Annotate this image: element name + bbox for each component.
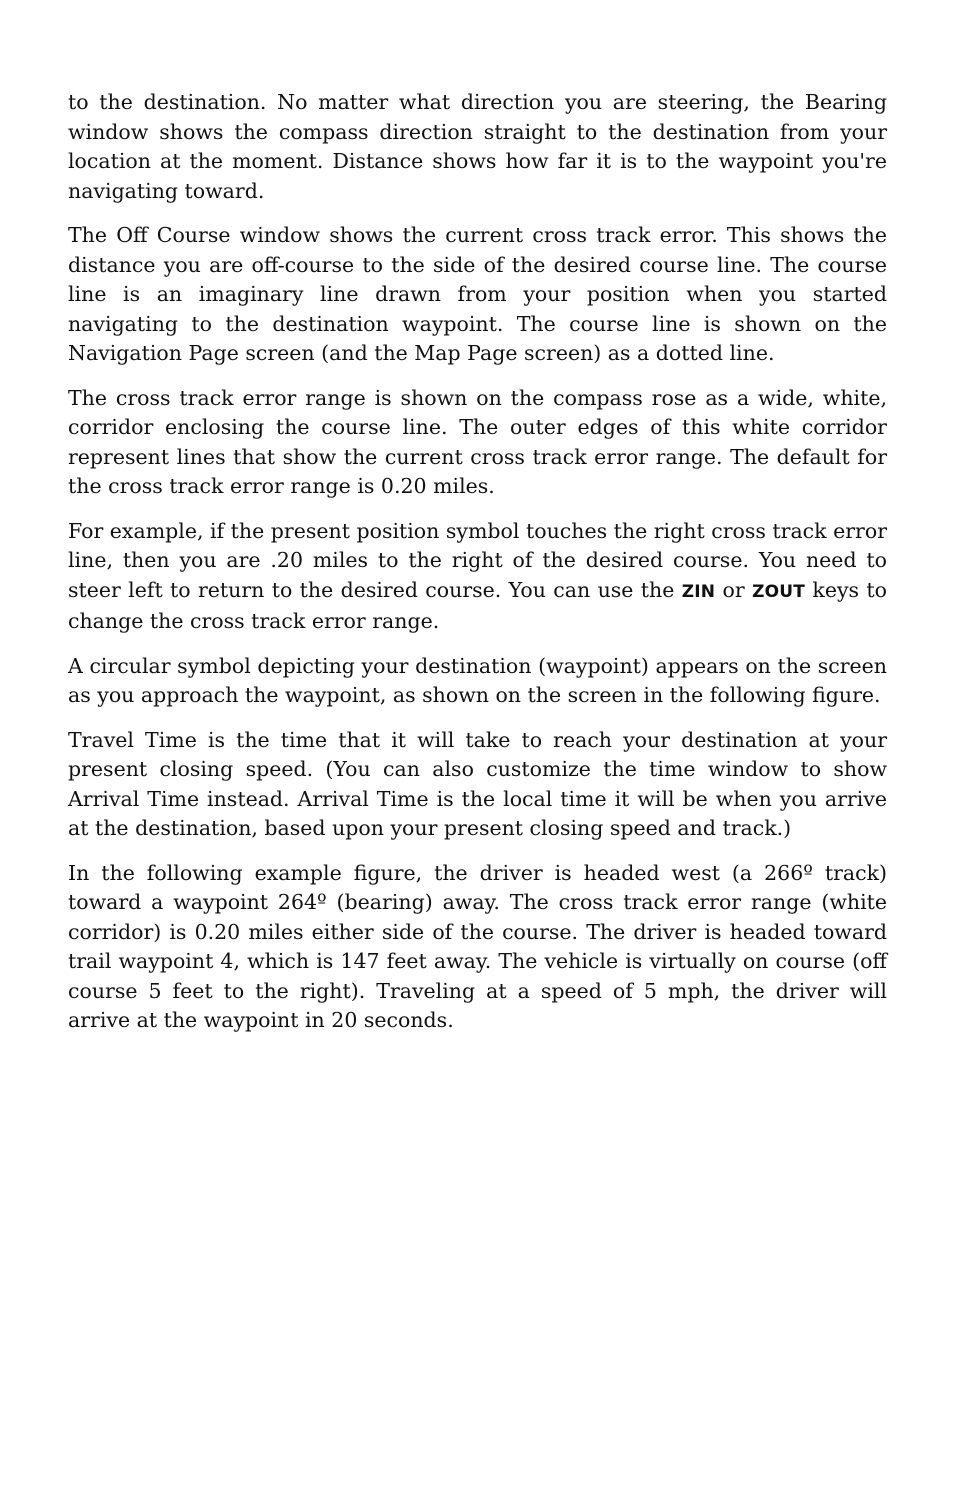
paragraph-bearing-distance: to the destination. No matter what direction you are steering, the Bearing window shows the compass direction straight to the destination from your location at the moment. Distance shows how far it is to the waypoint you're navigating toward. [68, 90, 887, 203]
paragraph-text-segment: For example, if the present position symbol touches the right cross track error line, then you are .20 miles to the right of the desired course. You need to steer left to return to the desired course. You can use the [68, 518, 887, 602]
document-page [68, 88, 887, 1051]
zin-key-label: ZIN [681, 581, 716, 602]
paragraph-off-course: The Off Course window shows the current cross track error. This shows the distance you are off-course to the side of the desired course line. The course line is an imaginary line drawn from your position when you started navigating to the destination waypoint. The course line is shown on the Navigation Page screen (and the Map Page screen) as a dotted line. [68, 223, 887, 365]
paragraph-cross-track-range: The cross track error range is shown on the compass rose as a wide, white, corridor enclosing the course line. The outer edges of this white corridor represent lines that show the current cross track error range. The default for the cross track error range is 0.20 miles. [68, 385, 887, 498]
paragraph-travel-time: Travel Time is the time that it will take to reach your destination at your present closing speed. (You can also customize the time window to show Arrival Time instead. Arrival Time is the local time it will be when you arrive at the destination, based upon your present closing speed and track.) [68, 727, 887, 840]
paragraph-text-segment: keys to change the cross track error range. [68, 577, 887, 633]
paragraph-text-segment: or [715, 577, 753, 602]
zout-key-label: ZOUT [752, 581, 806, 602]
paragraph-example-figure: In the following example figure, the driver is headed west (a 266º track) toward a waypoint 264º (bearing) away. The cross track error range (white corridor) is 0.20 miles either side of the course. The driver is headed toward trail waypoint 4, which is 147 feet away. The vehicle is virtually on course (off course 5 feet to the right). Traveling at a speed of 5 mph, the driver will arrive at the waypoint in 20 seconds. [68, 860, 887, 1032]
paragraph-example-keys [68, 517, 887, 637]
paragraph-waypoint-symbol: A circular symbol depicting your destination (waypoint) appears on the screen as you approach the waypoint, as shown on the screen in the following figure. [68, 653, 887, 707]
